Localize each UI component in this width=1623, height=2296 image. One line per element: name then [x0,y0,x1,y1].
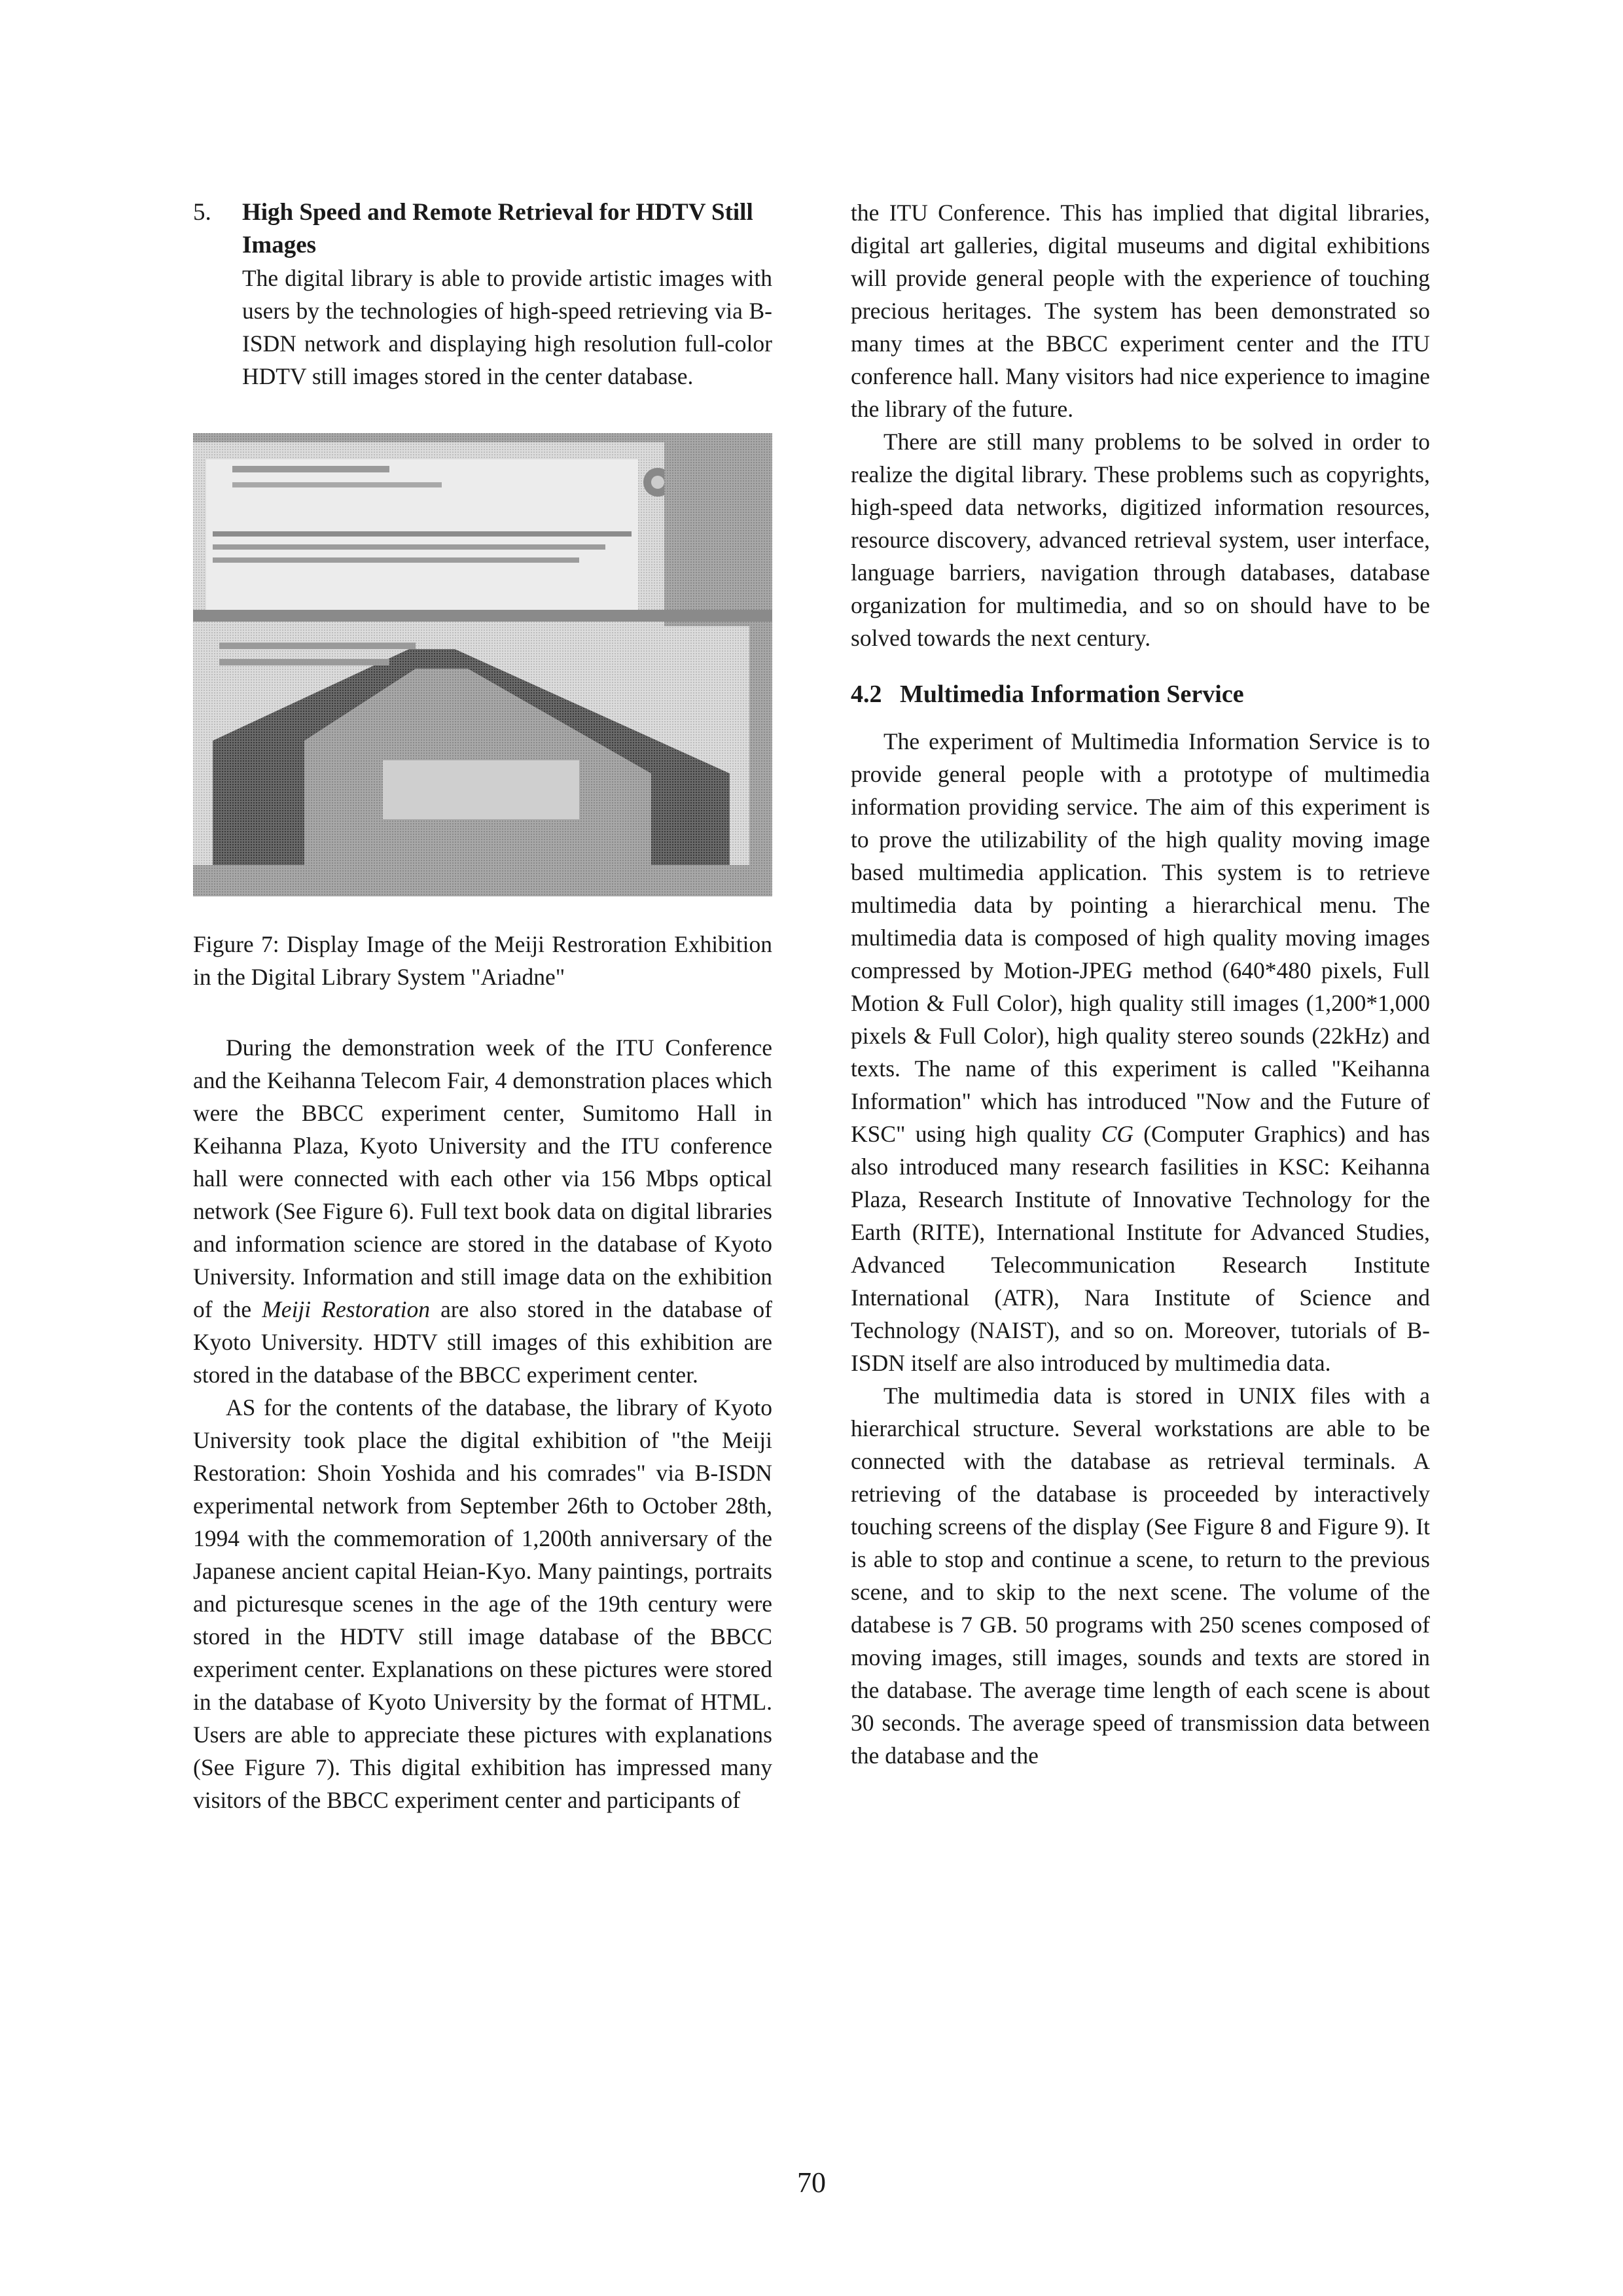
list-item-number: 5. [193,199,211,226]
left-column [193,196,772,1816]
body-paragraph: The multimedia data is stored in UNIX files with a hierarchical structure. Several workstations are able to be connected with the database as retrieval terminals. A retrieving of the database is proceeded by interactively touching screens of the display (See Figure 8 and Figure 9). It is able to stop and continue a scene, to return to the previous scene, and to skip to the next scene. The volume of the databese is 7 GB. 50 programs with 250 scenes composed of moving images, still images, sounds and texts are stored in the database. The average time length of each scene is about 30 seconds. The average speed of transmission data between the database and the [851,1383,1430,1769]
list-item-body [242,262,772,393]
figure-7-screenshot [193,433,772,896]
body-paragraph: During the demonstration week of the ITU Conference and the Keihanna Telecom Fair, 4 demonstration places which were the BBCC experiment center, Sumitomo Hall in Keihanna Plaza, Kyoto University and the ITU conference hall were connected with each other via 156 Mbps optical network (See Figure 6). Full text book data on digital libraries and information science are stored in the database of Kyoto University. Information and still image data on the exhibition of the Meiji Restoration are also stored in the database of Kyoto University. HDTV still images of this exhibition are stored in the database of the BBCC experiment center. [193,1034,772,1388]
figure-caption: Figure 7: Display Image of the Meiji Restroration Exhibition in the Digital Library System "Ariadne" [193,931,772,990]
body-paragraph: There are still many problems to be solved in order to realize the digital library. These problems such as copyrights, high-speed data networks, digitized information resources, resource discovery, advanced retrieval system, user interface, language barriers, navigation through databases, database organization for multimedia, and so on should have to be solved towards the next century. [851,429,1430,651]
body-paragraph: the ITU Conference. This has implied that digital libraries, digital art galleries, digital museums and digital exhibitions will provide general people with the experience of touching precious heritages. The system has been demonstrated so many times at the BBCC experiment center and the ITU conference hall. Many visitors had nice experience to imagine the library of the future. [851,200,1430,422]
body-paragraph: AS for the contents of the database, the library of Kyoto University took place the digital exhibition of "the Meiji Restoration: Shoin Yoshida and his comrades" via B-ISDN experimental network from September 26th to October 28th, 1994 with the commemoration of 1,200th anniversary of the Japanese ancient capital Heian-Kyo. Many paintings, portraits and picturesque scenes in the age of the 19th century were stored in the HDTV still image database of the BBCC experiment center. Explanations on these pictures were stored in the database of Kyoto University by the format of HTML. Users are able to appreciate these pictures with explanations (See Figure 7). This digital exhibition has impressed many visitors of the BBCC experiment center and participants of [193,1394,772,1813]
section-title: Multimedia Information Service [900,680,1244,708]
right-column [851,196,1430,1772]
list-item-text: The digital library is able to provide artistic images with users by the technologies of high-speed retrieving via B-ISDN network and displaying high resolution full-color HDTV still images stored in the center database. [242,265,772,389]
section-heading [851,678,1430,711]
body-paragraph: The experiment of Multimedia Information Service is to provide general people with a prototype of multimedia information providing service. The aim of this experiment is to prove the utilizability of the high quality moving image based multimedia application. This system is to retrieve multimedia data by pointing a hierarchical menu. The multimedia data is composed of high quality moving images compressed by Motion-JPEG method (640*480 pixels, Full Motion & Full Color), high quality still images (1,200*1,000 pixels & Full Color), high quality stereo sounds (22kHz) and texts. The name of this experiment is called "Keihanna Information" which has introduced "Now and the Future of KSC" using high quality CG (Computer Graphics) and has also introduced many research fasilities in KSC: Keihanna Plaza, Research Institute of Innovative Technology for the Earth (RITE), International Institute for Advanced Studies, Advanced Telecommunication Research Institute International (ATR), Nara Institute of Science and Technology (NAIST), and so on. Moreover, tutorials of B-ISDN itself are also introduced by multimedia data. [851,728,1430,1376]
page-number: 70 [797,2166,826,2199]
screen-capture-image [193,433,772,896]
list-item-heading [193,196,772,262]
list-item-title: High Speed and Remote Retrieval for HDTV Still Images [242,199,753,258]
section-number: 4.2 [851,680,882,708]
